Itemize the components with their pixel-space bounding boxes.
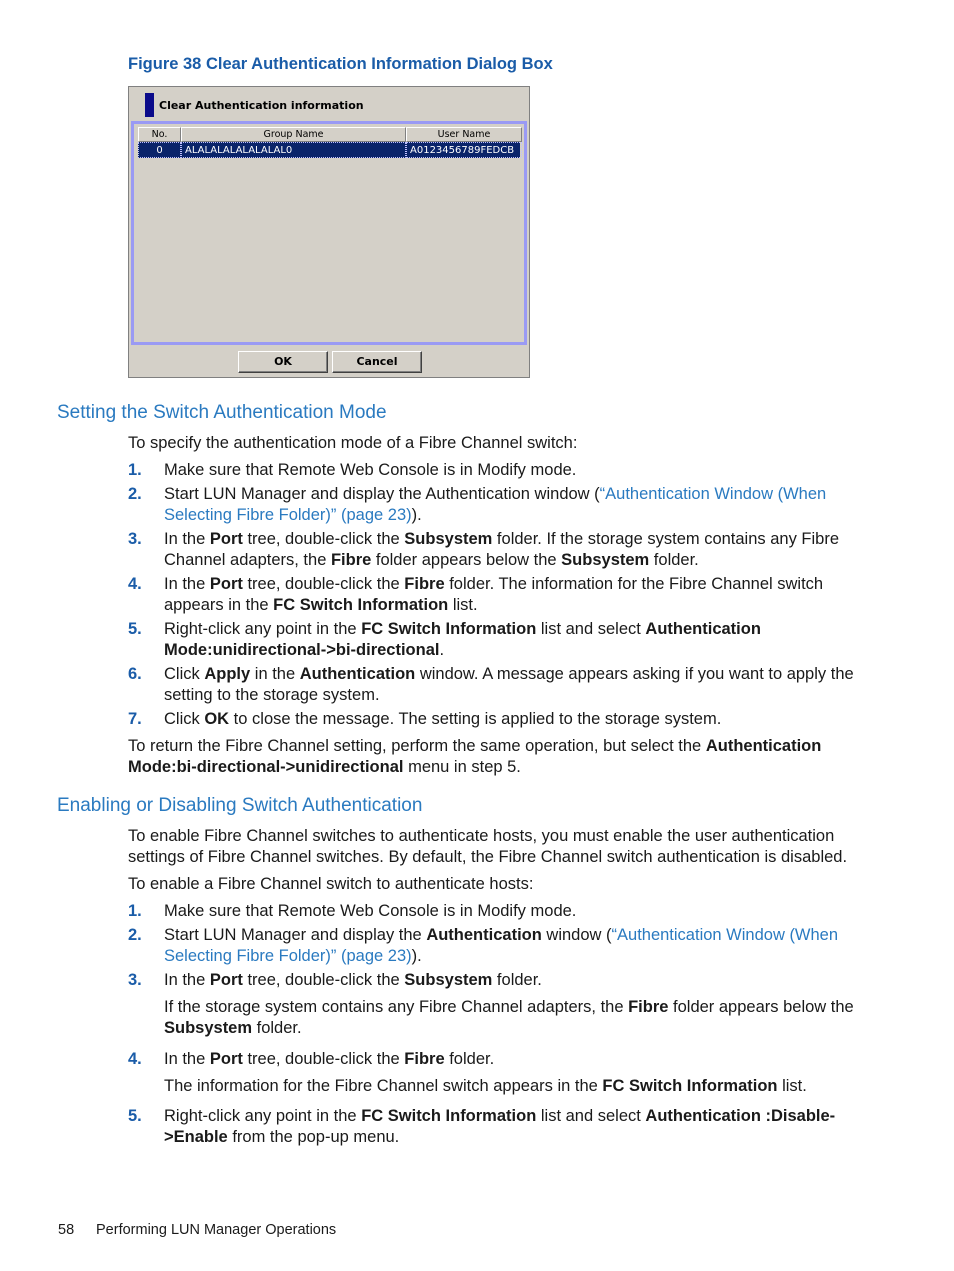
figure-caption: Figure 38 Clear Authentication Information Dialog Box	[128, 55, 553, 73]
step-text: Right-click any point in the FC Switch Information list and select Authentication :Disable->Enable from the pop-up menu.	[164, 1107, 836, 1146]
step-text: In the Port tree, double-click the Fibre folder. The information for the Fibre Channel switch appears in the FC Switch Information list.	[164, 575, 824, 614]
column-header-no[interactable]: No.	[138, 127, 181, 142]
column-header-group-name[interactable]: Group Name	[181, 127, 406, 142]
list-item	[128, 529, 873, 571]
dialog-title-bar	[143, 91, 529, 119]
list-item	[128, 1106, 873, 1148]
step-note: The information for the Fibre Channel switch appears in the FC Switch Information list.	[164, 1077, 807, 1095]
list-item	[128, 619, 873, 661]
section1-intro: To specify the authentication mode of a Fibre Channel switch:	[128, 434, 578, 452]
step-number: 3.	[128, 530, 142, 548]
section-heading-switch-auth-mode: Setting the Switch Authentication Mode	[57, 402, 387, 423]
step-text: In the Port tree, double-click the Subsystem folder.	[164, 971, 542, 989]
cross-reference-link[interactable]: “Authentication Window (When Selecting Fibre Folder)” (page 23)	[164, 485, 827, 524]
step-number: 6.	[128, 665, 142, 683]
list-item	[128, 484, 873, 526]
step-text: In the Port tree, double-click the Fibre folder.	[164, 1050, 495, 1068]
step-text: Start LUN Manager and display the Authentication window (“Authentication Window (When Selecting Fibre Folder)” (page 23)).	[164, 926, 839, 965]
section2-intro: To enable Fibre Channel switches to authenticate hosts, you must enable the user authentication settings of Fibre Channel switches. By default, the Fibre Channel switch authentication is disabled.	[128, 827, 848, 866]
step-number: 4.	[128, 1050, 142, 1068]
step-number: 2.	[128, 485, 142, 503]
list-item	[128, 925, 873, 967]
clear-auth-dialog	[128, 86, 530, 378]
step-number: 4.	[128, 575, 142, 593]
list-item	[128, 574, 873, 616]
list-item	[128, 901, 873, 922]
step-text: Click Apply in the Authentication window. A message appears asking if you want to apply the setting to the storage system.	[164, 665, 854, 704]
column-header-user-name[interactable]: User Name	[406, 127, 522, 142]
step-note: If the storage system contains any Fibre Channel adapters, the Fibre folder appears below the Subsystem folder.	[164, 998, 854, 1037]
step-number: 5.	[128, 1107, 142, 1125]
page-footer	[58, 1222, 336, 1238]
list-item	[128, 664, 873, 706]
step-number: 1.	[128, 461, 142, 479]
cell-no: 0	[138, 142, 181, 158]
step-number: 5.	[128, 620, 142, 638]
auth-table	[131, 121, 527, 345]
step-number: 2.	[128, 926, 142, 944]
step-text: In the Port tree, double-click the Subsystem folder. If the storage system contains any Fibre Channel adapters, the Fibre folder appears below the Subsystem folder.	[164, 530, 840, 569]
list-item	[128, 709, 873, 730]
list-item	[128, 460, 873, 481]
cancel-button[interactable]: Cancel	[332, 351, 422, 373]
section-heading-enable-disable-auth: Enabling or Disabling Switch Authentication	[57, 795, 423, 816]
return-setting-paragraph: To return the Fibre Channel setting, perform the same operation, but select the Authentication Mode:bi-directional->unidirectional menu in step 5.	[128, 737, 822, 776]
cross-reference-link[interactable]: “Authentication Window (When Selecting Fibre Folder)” (page 23)	[164, 926, 839, 965]
step-text: Click OK to close the message. The setting is applied to the storage system.	[164, 710, 722, 728]
table-row[interactable]	[138, 142, 520, 158]
chapter-title: Performing LUN Manager Operations	[96, 1222, 337, 1238]
title-accent-bar	[145, 93, 154, 117]
step-number: 3.	[128, 971, 142, 989]
step-text: Make sure that Remote Web Console is in Modify mode.	[164, 902, 577, 920]
section2-intro-2: To enable a Fibre Channel switch to authenticate hosts:	[128, 875, 534, 893]
cell-user-name: A0123456789FEDCB	[406, 142, 522, 158]
dialog-title: Clear Authentication information	[159, 99, 364, 112]
ok-button[interactable]: OK	[238, 351, 328, 373]
table-header	[138, 127, 520, 142]
cell-group-name: ALALALALALALALAL0	[181, 142, 406, 158]
step-number: 7.	[128, 710, 142, 728]
list-item	[128, 970, 873, 991]
step-text: Make sure that Remote Web Console is in Modify mode.	[164, 461, 577, 479]
page-number: 58	[58, 1222, 75, 1238]
step-text: Right-click any point in the FC Switch Information list and select Authentication Mode:unidirectional->bi-directional.	[164, 620, 761, 659]
list-item	[128, 1049, 873, 1070]
step-number: 1.	[128, 902, 142, 920]
step-text: Start LUN Manager and display the Authentication window (“Authentication Window (When Selecting Fibre Folder)” (page 23)).	[164, 485, 827, 524]
